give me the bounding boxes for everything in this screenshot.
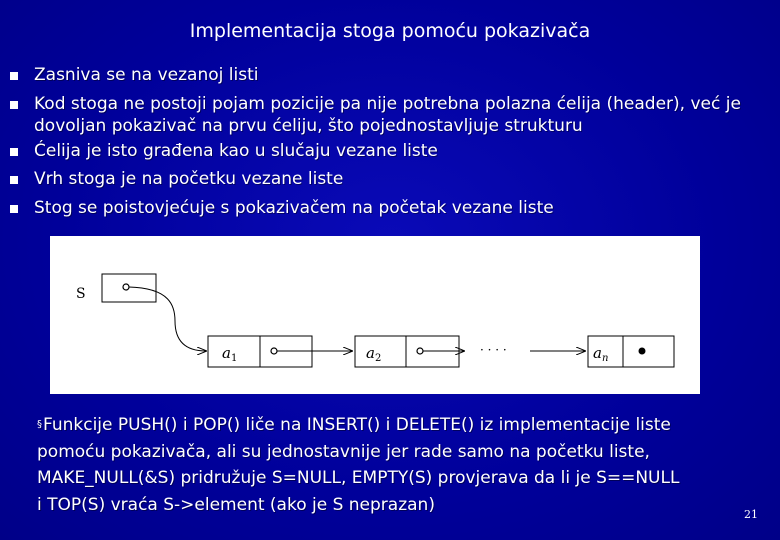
square-bullet-icon [10, 72, 18, 80]
diagram-svg [50, 236, 700, 394]
linked-stack-diagram [50, 236, 700, 394]
cell-1-dot-icon [271, 348, 277, 354]
page-number: 21 [744, 508, 758, 521]
footnote-line: pomoću pokazivača, ali su jednostavnije jer rade samo na početku liste, [37, 441, 650, 462]
footnote-line: MAKE_NULL(&S) pridružuje S=NULL, EMPTY(S) provjerava da li je S==NULL [37, 468, 680, 488]
bullet-text: Kod stoga ne postoji pojam pozicije pa nije potrebna polazna ćelija (header), već je dovoljan pokazivač na prvu ćeliju, što pojednostavljuje strukturu [34, 93, 741, 136]
square-bullet-icon [10, 101, 18, 109]
bullet-text: Zasniva se na vezanoj listi [34, 65, 259, 85]
footnote-line: i TOP(S) vraća S->element (ako je S neprazan) [37, 494, 435, 515]
footnote-line: §Funkcije PUSH() i POP() liče na INSERT() i DELETE() iz implementacije liste [37, 415, 671, 435]
cell-1-label: $a_1$ [222, 344, 238, 364]
cell-2-label: $a_2$ [366, 344, 382, 364]
bullet-item [10, 64, 770, 87]
bullet-text: Stog se poistovjećuje s pokazivačem na početak vezane liste [34, 197, 554, 218]
square-bullet-icon [10, 148, 18, 156]
slide-title: Implementacija stoga pomoću pokazivača [189, 20, 591, 42]
square-bullet-icon [10, 205, 18, 213]
cell-2-dot-icon [417, 348, 423, 354]
bullet-item [10, 168, 770, 191]
ellipsis: · · · · [480, 343, 507, 357]
bullet-text: Ćelija je isto građena kao u slučaju vezane liste [34, 140, 438, 161]
footnote [37, 412, 737, 518]
bullet-item [10, 197, 770, 220]
pointer-label: S [76, 286, 86, 302]
pointer-arrow [129, 287, 206, 351]
square-bullet-icon [10, 176, 18, 184]
bullet-item [10, 93, 770, 138]
cell-n-label: $a_n$ [593, 344, 609, 364]
pointer-dot-icon [123, 284, 129, 290]
section-marker: § [37, 419, 42, 430]
bullet-item [10, 140, 770, 163]
bullet-list [10, 64, 770, 225]
bullet-text: Vrh stoga je na početku vezane liste [34, 169, 344, 189]
null-dot-icon [639, 348, 645, 354]
